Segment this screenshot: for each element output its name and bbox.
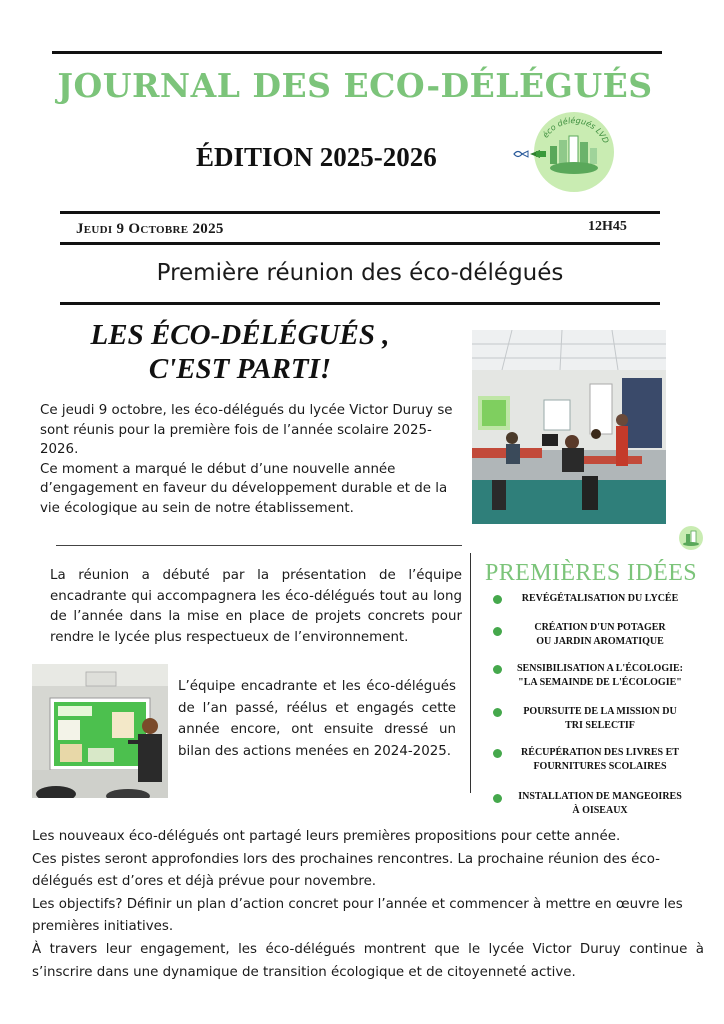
section-divider xyxy=(56,545,462,546)
idea-2-line-2: OU JARDIN AROMATIQUE xyxy=(536,636,664,647)
idea-3-line-1: SENSIBILISATION A L'ÉCOLOGIE: xyxy=(517,663,683,674)
idea-3-line-2: "LA SEMAINDE DE L'ÉCOLOGIE" xyxy=(518,677,682,688)
journal-title: JOURNAL DES ECO-DÉLÉGUÉS xyxy=(57,66,653,105)
idea-1-line-1: REVÉGÉTALISATION DU LYCÉE xyxy=(521,593,679,604)
closing-paragraph-3: Les objectifs? Définir un plan d’action concret pour l’année et commencer à mettre en œuvre les premières initiatives. xyxy=(32,896,683,935)
idea-item-3 xyxy=(490,662,710,690)
small-logo-badge xyxy=(678,524,704,552)
intro-paragraph-1: Ce jeudi 9 octobre, les éco-délégués du lycée Victor Duruy se sont réunis pour la première fois de l’année scolaire 2025-2026. xyxy=(40,403,453,458)
idea-5-line-2: FOURNITURES SCOLAIRES xyxy=(533,761,667,772)
idea-item-2 xyxy=(490,621,710,649)
closing-paragraph-1: Les nouveaux éco-délégués ont partagé leurs premières propositions pour cette année. xyxy=(32,829,621,844)
idea-6-line-2: À OISEAUX xyxy=(572,805,628,816)
headline-line-1: LES ÉCO-DÉLÉGUÉS , xyxy=(90,319,390,351)
eco-delegues-logo xyxy=(510,110,616,194)
time-label: 12H45 xyxy=(588,219,627,234)
intro-paragraph-2: Ce moment a marqué le début d’une nouvelle année d’engagement en faveur du développement durable et de la vie écologique au sein de notre établissement. xyxy=(40,461,448,516)
idea-4-line-1: POURSUITE DE LA MISSION DU xyxy=(523,706,677,717)
date-top-rule xyxy=(60,211,660,214)
review-paragraph: L’équipe encadrante et les éco-délégués de l’an passé, réélus et engagés cette année encore, ont ensuite dressé un bilan des actions menées en 2024-2025. xyxy=(178,679,456,759)
idea-5-line-1: RÉCUPÉRATION DES LIVRES ET xyxy=(521,747,679,758)
subtitle-rule xyxy=(60,302,660,305)
top-rule xyxy=(52,51,662,54)
headline xyxy=(70,318,410,386)
idea-2-line-1: CRÉATION D'UN POTAGER xyxy=(534,622,666,633)
svg-text:éco délégués LVD: éco délégués LVD xyxy=(540,116,611,145)
idea-item-4 xyxy=(490,705,710,733)
sidebar-divider xyxy=(470,553,471,793)
idea-item-1 xyxy=(490,592,710,606)
intro-text xyxy=(40,401,454,519)
article-subtitle: Première réunion des éco-délégués xyxy=(156,260,564,286)
headline-line-2: C'EST PARTI! xyxy=(148,353,332,385)
closing-paragraph-4: À travers leur engagement, les éco-délégués montrent que le lycée Victor Duruy continue à s’inscrire dans une dynamique de transition écologique et de citoyenneté active. xyxy=(32,941,704,980)
presentation-photo xyxy=(32,664,168,798)
ideas-title: PREMIÈRES IDÉES xyxy=(484,560,697,586)
idea-6-line-1: INSTALLATION DE MANGEOIRES xyxy=(518,791,682,802)
team-paragraph: La réunion a débuté par la présentation de l’équipe encadrante qui accompagnera les éco-délégués tout au long de l’année dans la mise en place de projets concrets pour rendre le lycée plus respectueux de l’environnement. xyxy=(50,568,462,645)
closing-text xyxy=(32,826,704,984)
closing-paragraph-2: Ces pistes seront approfondies lors des prochaines rencontres. La prochaine réunion des éco-délégués est d’ores et déjà prévue pour novembre. xyxy=(32,851,660,890)
date-bottom-rule xyxy=(60,242,660,245)
idea-item-5 xyxy=(490,746,710,774)
edition-label: ÉDITION 2025-2026 xyxy=(196,142,437,172)
idea-4-line-2: TRI SELECTIF xyxy=(565,720,635,731)
idea-item-6 xyxy=(490,790,710,818)
date-label: Jeudi 9 Octobre 2025 xyxy=(76,221,224,237)
classroom-photo xyxy=(472,330,666,524)
